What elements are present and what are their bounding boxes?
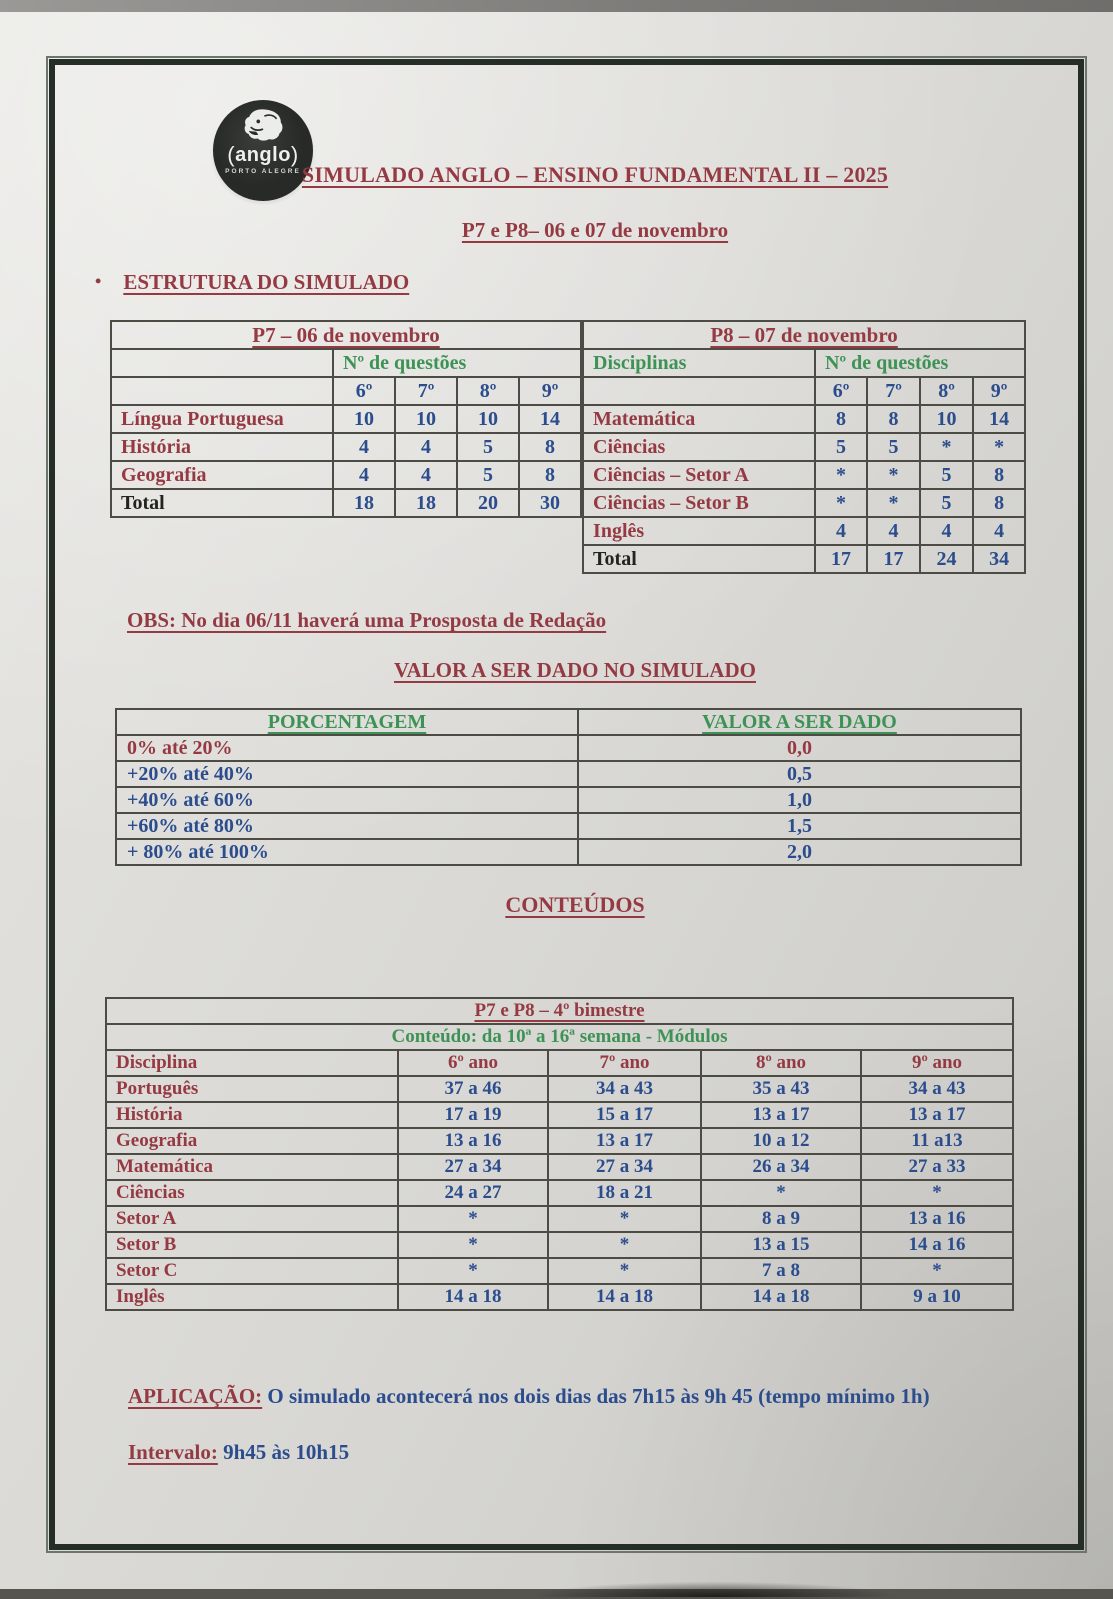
table-row [583, 405, 1025, 433]
cell: 34 a 43 [861, 1076, 1013, 1102]
page-subtitle: P7 e P8– 06 e 07 de novembro [461, 218, 729, 242]
bullet-icon: • [95, 271, 102, 291]
cell: 14 [519, 405, 581, 433]
cell [111, 377, 333, 405]
cell: 5 [920, 489, 973, 517]
cell: * [920, 433, 973, 461]
structure-tables [110, 320, 1026, 574]
cell: 34 a 43 [548, 1076, 701, 1102]
cell: 8 [519, 433, 581, 461]
cell: 0,5 [578, 761, 1021, 787]
cell: 1,0 [578, 787, 1021, 813]
table-p7 [110, 320, 582, 518]
table-p8 [582, 320, 1026, 574]
cell: 5 [457, 461, 519, 489]
table-row [111, 321, 581, 349]
grade-header: 8º [457, 377, 519, 405]
row-label: Setor B [106, 1232, 398, 1258]
cell: 18 [395, 489, 457, 517]
grade-header: 7º [867, 377, 920, 405]
table-row [106, 1232, 1013, 1258]
cell: 8 [519, 461, 581, 489]
cell: 14 [973, 405, 1025, 433]
section-estrutura-heading [95, 270, 409, 295]
cell: 0,0 [578, 735, 1021, 761]
table-row [583, 461, 1025, 489]
grade-header: 9º [973, 377, 1025, 405]
column-header: PORCENTAGEM [267, 710, 427, 733]
table-row [106, 1128, 1013, 1154]
cell: 20 [457, 489, 519, 517]
cell: * [973, 433, 1025, 461]
row-label: Setor A [106, 1206, 398, 1232]
cell: * [398, 1206, 548, 1232]
cell: 2,0 [578, 839, 1021, 865]
cell: 8 [973, 489, 1025, 517]
cell: * [548, 1232, 701, 1258]
cell: * [398, 1258, 548, 1284]
cell: 13 a 17 [548, 1128, 701, 1154]
cell: 24 a 27 [398, 1180, 548, 1206]
table-row [583, 349, 1025, 377]
row-label: Ciências [583, 433, 815, 461]
cell: * [867, 489, 920, 517]
conteudos-table-title: P7 e P8 – 4º bimestre [474, 1000, 645, 1022]
cell: 5 [815, 433, 867, 461]
cell: 13 a 15 [701, 1232, 861, 1258]
cell: 34 [973, 545, 1025, 573]
cell: 13 a 17 [861, 1102, 1013, 1128]
table-row [106, 1102, 1013, 1128]
cell: 17 a 19 [398, 1102, 548, 1128]
cell: 8 [867, 405, 920, 433]
cell: 15 a 17 [548, 1102, 701, 1128]
table-row [116, 787, 1021, 813]
column-header: 8º ano [701, 1050, 861, 1076]
cell: 8 [815, 405, 867, 433]
section-heading-text: ESTRUTURA DO SIMULADO [123, 270, 410, 294]
table-row [583, 321, 1025, 349]
row-label: Setor C [106, 1258, 398, 1284]
cell: 11 a13 [861, 1128, 1013, 1154]
row-label: +60% até 80% [116, 813, 578, 839]
table-p7-title: P7 – 06 de novembro [252, 322, 440, 347]
table-row [106, 1024, 1013, 1050]
table-row [111, 349, 581, 377]
page-title: SIMULADO ANGLO – ENSINO FUNDAMENTAL II – 2025 [301, 162, 889, 187]
cell [111, 349, 333, 377]
cell: 27 a 34 [398, 1154, 548, 1180]
cell: 13 a 16 [861, 1206, 1013, 1232]
row-label: + 80% até 100% [116, 839, 578, 865]
cell: 14 a 16 [861, 1232, 1013, 1258]
questions-header: Nº de questões [333, 349, 581, 377]
column-header: 7º ano [548, 1050, 701, 1076]
cell: 9 a 10 [861, 1284, 1013, 1310]
cell: 24 [920, 545, 973, 573]
cell: 30 [519, 489, 581, 517]
cell: * [861, 1258, 1013, 1284]
row-label: +40% até 60% [116, 787, 578, 813]
row-label: Total [111, 489, 333, 517]
cell: 37 a 46 [398, 1076, 548, 1102]
table-row [106, 1076, 1013, 1102]
row-label: Ciências [106, 1180, 398, 1206]
cell: 35 a 43 [701, 1076, 861, 1102]
cell: 10 [395, 405, 457, 433]
grade-header: 6º [815, 377, 867, 405]
cell: 5 [920, 461, 973, 489]
row-label: História [111, 433, 333, 461]
aplicacao-text: O simulado acontecerá nos dois dias das 7h15 às 9h 45 (tempo mínimo 1h) [262, 1384, 930, 1408]
valor-table [115, 708, 1022, 866]
conteudos-table-subtitle: Conteúdo: da 10ª a 16ª semana - Módulos [106, 1024, 1013, 1050]
table-row [111, 405, 581, 433]
disciplines-header: Disciplinas [583, 349, 815, 377]
cell: 4 [395, 433, 457, 461]
row-label: Total [583, 545, 815, 573]
table-row [583, 377, 1025, 405]
cell: 7 a 8 [701, 1258, 861, 1284]
table-row [106, 1050, 1013, 1076]
cell: 4 [333, 461, 395, 489]
row-label: Ciências – Setor A [583, 461, 815, 489]
cell: 27 a 34 [548, 1154, 701, 1180]
cell: 8 [973, 461, 1025, 489]
table-row [116, 709, 1021, 735]
intervalo-label: Intervalo: [128, 1440, 218, 1464]
row-label: Geografia [111, 461, 333, 489]
cell: 14 a 18 [548, 1284, 701, 1310]
column-header: Disciplina [106, 1050, 398, 1076]
obs-note: OBS: No dia 06/11 haverá uma Prosposta de Redação [127, 608, 607, 632]
cell: 18 a 21 [548, 1180, 701, 1206]
cell: 14 a 18 [701, 1284, 861, 1310]
table-row [106, 1154, 1013, 1180]
table-row [106, 1180, 1013, 1206]
table-row [111, 433, 581, 461]
column-header: VALOR A SER DADO [702, 710, 897, 733]
row-label: +20% até 40% [116, 761, 578, 787]
cell: 4 [815, 517, 867, 545]
cell: * [815, 461, 867, 489]
table-row [583, 489, 1025, 517]
cell: 26 a 34 [701, 1154, 861, 1180]
cell: * [548, 1206, 701, 1232]
aplicacao-label: APLICAÇÃO: [128, 1384, 263, 1408]
table-row [116, 761, 1021, 787]
row-label: Geografia [106, 1128, 398, 1154]
table-row [583, 517, 1025, 545]
cell: 13 a 16 [398, 1128, 548, 1154]
conteudos-heading: CONTEÚDOS [505, 892, 645, 917]
cell: * [398, 1232, 548, 1258]
intervalo-text: 9h45 às 10h15 [217, 1440, 350, 1464]
logo-subtext: PORTO ALEGRE [225, 168, 301, 175]
table-row [106, 1284, 1013, 1310]
cell: 10 [333, 405, 395, 433]
lion-icon [240, 108, 286, 146]
table-p8-title: P8 – 07 de novembro [710, 322, 898, 347]
grade-header: 6º [333, 377, 395, 405]
cell: 13 a 17 [701, 1102, 861, 1128]
cell: * [815, 489, 867, 517]
table-row [106, 1206, 1013, 1232]
row-label: 0% até 20% [116, 735, 578, 761]
cell: 10 [920, 405, 973, 433]
table-row [111, 489, 581, 517]
row-label: Inglês [583, 517, 815, 545]
cell: 18 [333, 489, 395, 517]
photo-background-bottom [0, 1589, 1113, 1599]
row-label: Inglês [106, 1284, 398, 1310]
table-row [116, 839, 1021, 865]
cell: 4 [973, 517, 1025, 545]
cell: * [867, 461, 920, 489]
column-header: 6º ano [398, 1050, 548, 1076]
table-row [116, 735, 1021, 761]
cell: 10 a 12 [701, 1128, 861, 1154]
cell: 17 [867, 545, 920, 573]
grade-header: 9º [519, 377, 581, 405]
table-row [111, 461, 581, 489]
table-row [111, 377, 581, 405]
table-row [106, 1258, 1013, 1284]
cell: 8 a 9 [701, 1206, 861, 1232]
cell: 10 [457, 405, 519, 433]
logo-wordmark: (anglo) [227, 142, 299, 167]
document-page [0, 12, 1113, 1591]
table-row [583, 545, 1025, 573]
cell: 14 a 18 [398, 1284, 548, 1310]
cell: * [701, 1180, 861, 1206]
aplicacao-line [128, 1384, 930, 1409]
valor-heading: VALOR A SER DADO NO SIMULADO [394, 658, 756, 682]
cell [583, 377, 815, 405]
cell: 17 [815, 545, 867, 573]
conteudos-table [105, 997, 1014, 1311]
table-row [583, 433, 1025, 461]
cell: * [861, 1180, 1013, 1206]
cell: 4 [920, 517, 973, 545]
cell: 27 a 33 [861, 1154, 1013, 1180]
row-label: Matemática [106, 1154, 398, 1180]
row-label: Ciências – Setor B [583, 489, 815, 517]
row-label: Matemática [583, 405, 815, 433]
table-row [116, 813, 1021, 839]
cell: 5 [867, 433, 920, 461]
table-row [106, 998, 1013, 1024]
intervalo-line [128, 1440, 349, 1465]
cell: 4 [867, 517, 920, 545]
grade-header: 7º [395, 377, 457, 405]
grade-header: 8º [920, 377, 973, 405]
cell: 4 [333, 433, 395, 461]
questions-header: Nº de questões [815, 349, 1025, 377]
row-label: Língua Portuguesa [111, 405, 333, 433]
cell: 4 [395, 461, 457, 489]
row-label: História [106, 1102, 398, 1128]
cell: * [548, 1258, 701, 1284]
column-header: 9º ano [861, 1050, 1013, 1076]
row-label: Português [106, 1076, 398, 1102]
cell: 1,5 [578, 813, 1021, 839]
cell: 5 [457, 433, 519, 461]
